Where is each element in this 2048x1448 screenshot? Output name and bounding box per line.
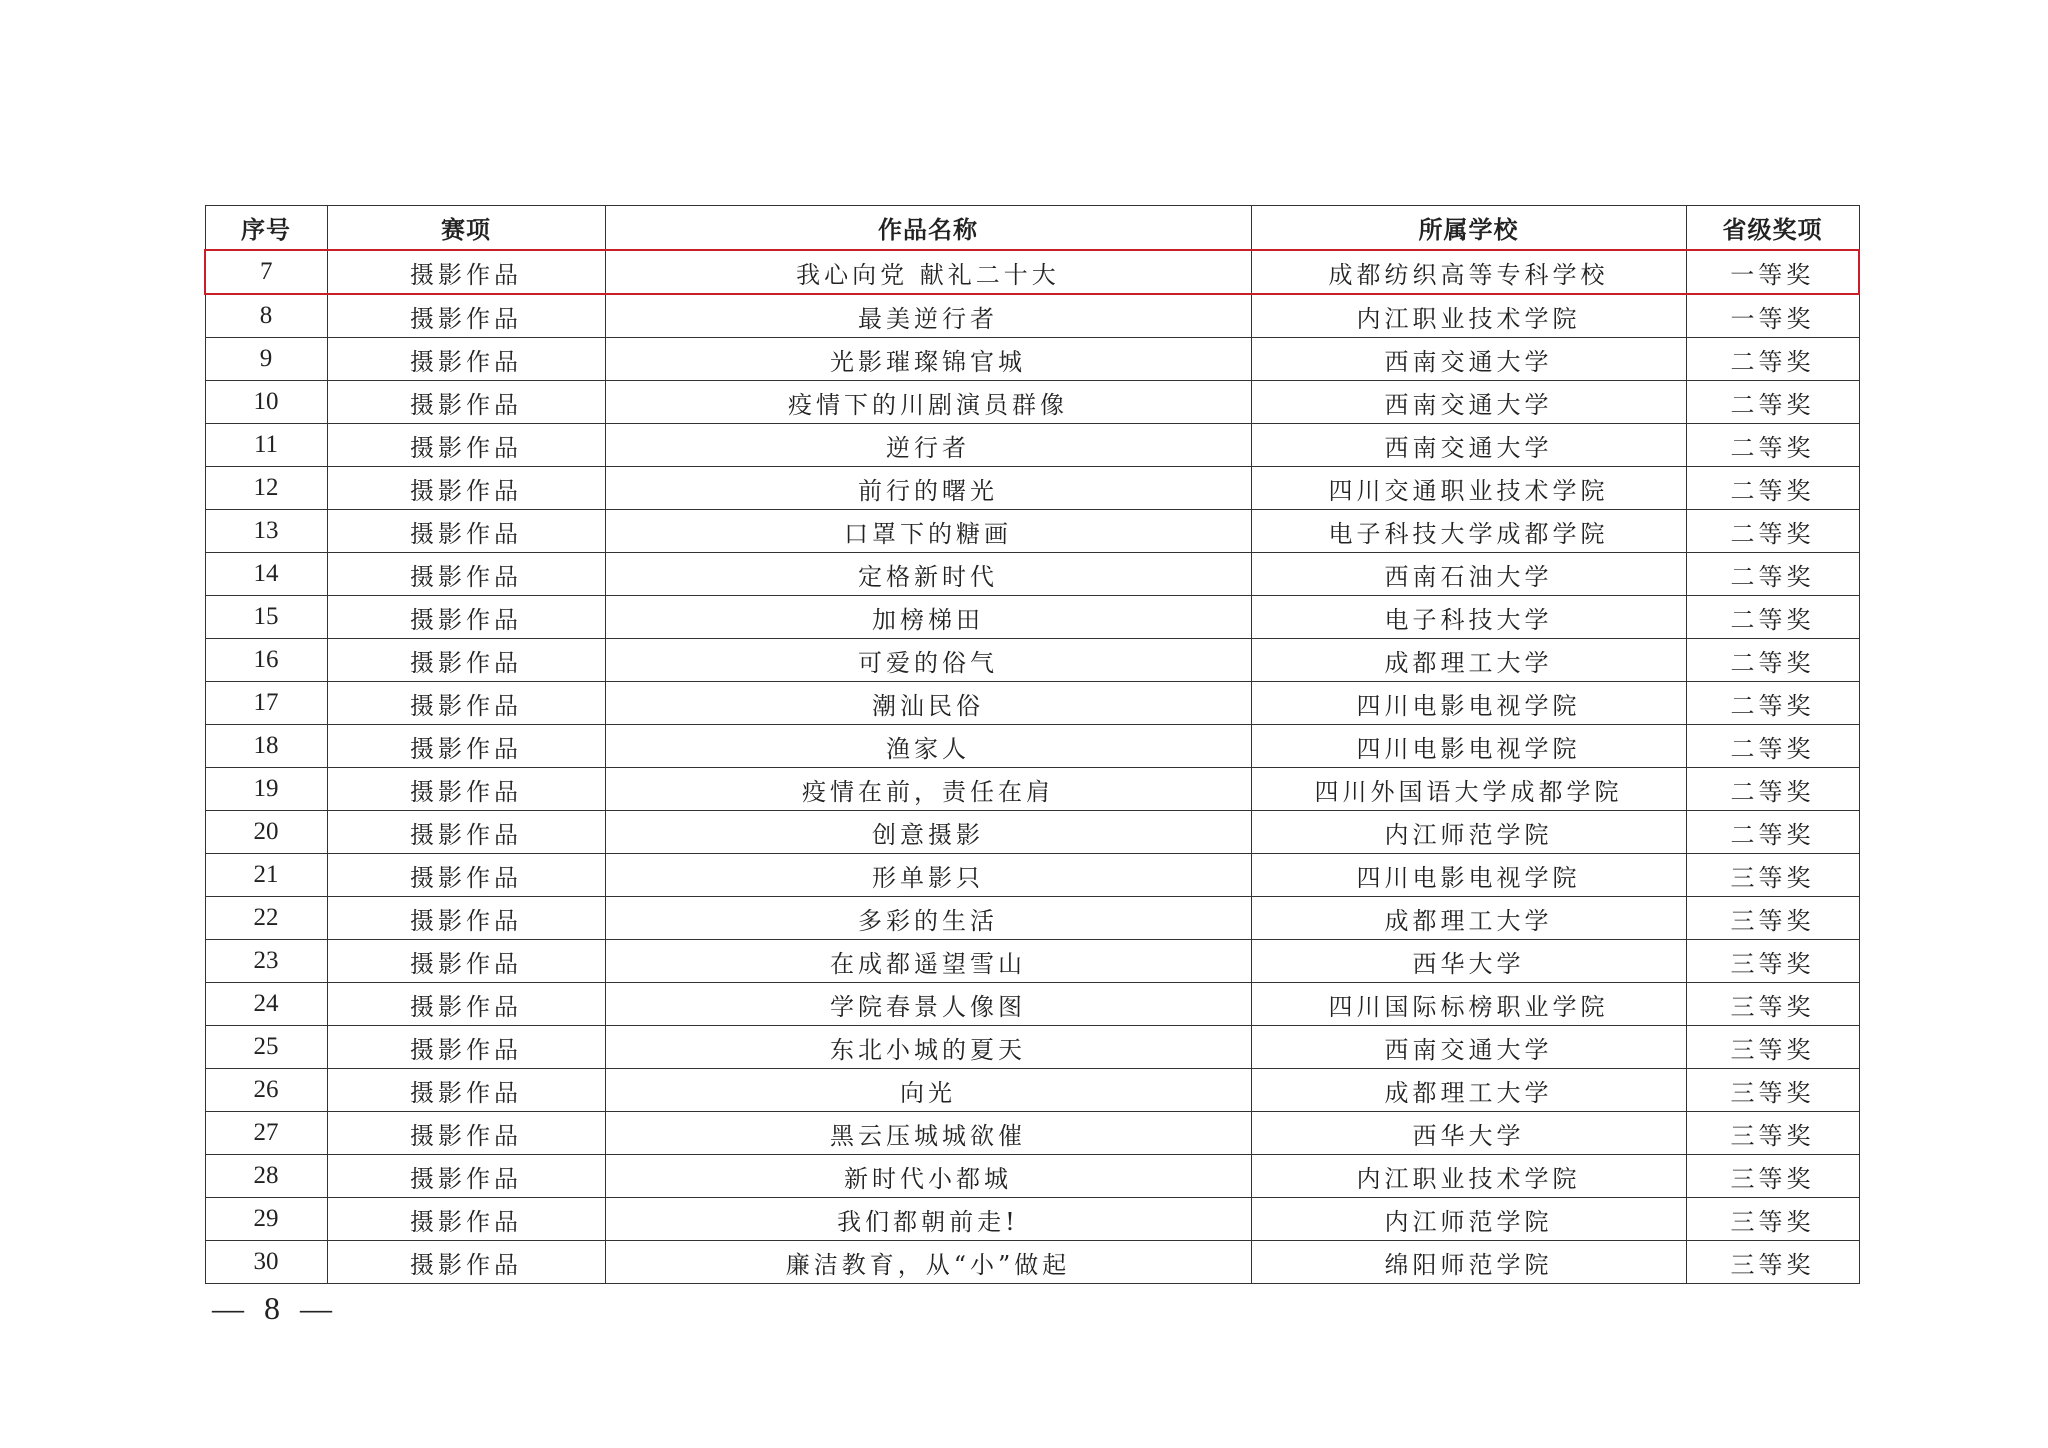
cell-school: 四川电影电视学院: [1251, 682, 1686, 725]
cell-school: 绵阳师范学院: [1251, 1241, 1686, 1284]
table-row: [205, 1069, 1859, 1112]
table-row: [205, 768, 1859, 811]
table-row: [205, 338, 1859, 381]
table-row: [205, 811, 1859, 854]
cell-no: 7: [205, 250, 327, 294]
cell-school: 四川外国语大学成都学院: [1251, 768, 1686, 811]
cell-award: 二等奖: [1686, 510, 1859, 553]
cell-award: 三等奖: [1686, 983, 1859, 1026]
cell-work-title: 口罩下的糖画: [605, 510, 1251, 553]
table-row: [205, 940, 1859, 983]
cell-work-title: 渔家人: [605, 725, 1251, 768]
cell-school: 电子科技大学成都学院: [1251, 510, 1686, 553]
awards-table: [204, 205, 1860, 1284]
cell-award: 三等奖: [1686, 940, 1859, 983]
cell-no: 20: [205, 811, 327, 854]
cell-school: 西南交通大学: [1251, 1026, 1686, 1069]
cell-event: 摄影作品: [327, 768, 605, 811]
cell-no: 22: [205, 897, 327, 940]
cell-work-title: 前行的曙光: [605, 467, 1251, 510]
cell-no: 15: [205, 596, 327, 639]
cell-school: 西南石油大学: [1251, 553, 1686, 596]
cell-event: 摄影作品: [327, 940, 605, 983]
cell-work-title: 东北小城的夏天: [605, 1026, 1251, 1069]
cell-work-title: 黑云压城城欲催: [605, 1112, 1251, 1155]
cell-work-title: 学院春景人像图: [605, 983, 1251, 1026]
table-row: [205, 510, 1859, 553]
cell-award: 二等奖: [1686, 639, 1859, 682]
table-row: [205, 1198, 1859, 1241]
cell-school: 西华大学: [1251, 940, 1686, 983]
cell-school: 内江职业技术学院: [1251, 1155, 1686, 1198]
cell-school: 成都理工大学: [1251, 1069, 1686, 1112]
cell-no: 24: [205, 983, 327, 1026]
cell-school: 内江师范学院: [1251, 811, 1686, 854]
cell-event: 摄影作品: [327, 338, 605, 381]
cell-no: 21: [205, 854, 327, 897]
cell-school: 西南交通大学: [1251, 338, 1686, 381]
cell-work-title: 最美逆行者: [605, 294, 1251, 338]
table-row: [205, 897, 1859, 940]
cell-no: 25: [205, 1026, 327, 1069]
table-body: [205, 250, 1859, 1284]
cell-work-title: 创意摄影: [605, 811, 1251, 854]
cell-event: 摄影作品: [327, 1241, 605, 1284]
header-work: 作品名称: [605, 206, 1251, 251]
cell-award: 三等奖: [1686, 1112, 1859, 1155]
table-row: [205, 553, 1859, 596]
table-row: [205, 1155, 1859, 1198]
cell-award: 三等奖: [1686, 1155, 1859, 1198]
cell-event: 摄影作品: [327, 1069, 605, 1112]
cell-event: 摄影作品: [327, 596, 605, 639]
cell-work-title: 形单影只: [605, 854, 1251, 897]
cell-award: 三等奖: [1686, 1198, 1859, 1241]
cell-event: 摄影作品: [327, 1198, 605, 1241]
cell-school: 西南交通大学: [1251, 381, 1686, 424]
cell-work-title: 光影璀璨锦官城: [605, 338, 1251, 381]
cell-event: 摄影作品: [327, 1112, 605, 1155]
cell-no: 8: [205, 294, 327, 338]
cell-award: 三等奖: [1686, 854, 1859, 897]
cell-event: 摄影作品: [327, 854, 605, 897]
table-row: [205, 1241, 1859, 1284]
cell-school: 西南交通大学: [1251, 424, 1686, 467]
cell-event: 摄影作品: [327, 553, 605, 596]
cell-award: 二等奖: [1686, 381, 1859, 424]
cell-work-title: 可爱的俗气: [605, 639, 1251, 682]
cell-event: 摄影作品: [327, 725, 605, 768]
cell-no: 23: [205, 940, 327, 983]
header-school: 所属学校: [1251, 206, 1686, 251]
table-row: [205, 983, 1859, 1026]
cell-no: 11: [205, 424, 327, 467]
cell-school: 成都纺织高等专科学校: [1251, 250, 1686, 294]
cell-event: 摄影作品: [327, 682, 605, 725]
cell-work-title: 廉洁教育，从“小”做起: [605, 1241, 1251, 1284]
cell-no: 10: [205, 381, 327, 424]
cell-event: 摄影作品: [327, 250, 605, 294]
cell-award: 二等奖: [1686, 682, 1859, 725]
cell-school: 成都理工大学: [1251, 639, 1686, 682]
cell-award: 二等奖: [1686, 596, 1859, 639]
cell-award: 一等奖: [1686, 294, 1859, 338]
header-event: 赛项: [327, 206, 605, 251]
cell-work-title: 潮汕民俗: [605, 682, 1251, 725]
table-row: [205, 424, 1859, 467]
cell-work-title: 定格新时代: [605, 553, 1251, 596]
cell-school: 成都理工大学: [1251, 897, 1686, 940]
cell-work-title: 新时代小都城: [605, 1155, 1251, 1198]
cell-work-title: 我们都朝前走!: [605, 1198, 1251, 1241]
cell-event: 摄影作品: [327, 1155, 605, 1198]
table-row: [205, 294, 1859, 338]
cell-no: 9: [205, 338, 327, 381]
cell-work-title: 加榜梯田: [605, 596, 1251, 639]
table-row: [205, 1026, 1859, 1069]
cell-school: 电子科技大学: [1251, 596, 1686, 639]
cell-no: 28: [205, 1155, 327, 1198]
cell-event: 摄影作品: [327, 381, 605, 424]
cell-no: 19: [205, 768, 327, 811]
cell-award: 二等奖: [1686, 811, 1859, 854]
cell-no: 17: [205, 682, 327, 725]
cell-award: 二等奖: [1686, 338, 1859, 381]
cell-work-title: 疫情在前，责任在肩: [605, 768, 1251, 811]
page-number: — 8 —: [212, 1290, 338, 1326]
cell-award: 三等奖: [1686, 897, 1859, 940]
cell-event: 摄影作品: [327, 1026, 605, 1069]
table-header-row: [205, 206, 1859, 251]
table-row: [205, 1112, 1859, 1155]
cell-no: 12: [205, 467, 327, 510]
header-award: 省级奖项: [1686, 206, 1859, 251]
cell-event: 摄影作品: [327, 639, 605, 682]
table-row-highlighted: [205, 250, 1859, 294]
cell-award: 二等奖: [1686, 768, 1859, 811]
cell-school: 西华大学: [1251, 1112, 1686, 1155]
table-row: [205, 725, 1859, 768]
cell-event: 摄影作品: [327, 294, 605, 338]
cell-no: 18: [205, 725, 327, 768]
table-row: [205, 596, 1859, 639]
cell-school: 四川电影电视学院: [1251, 854, 1686, 897]
cell-award: 三等奖: [1686, 1241, 1859, 1284]
header-no: 序号: [205, 206, 327, 251]
cell-award: 二等奖: [1686, 553, 1859, 596]
cell-school: 四川国际标榜职业学院: [1251, 983, 1686, 1026]
cell-no: 14: [205, 553, 327, 596]
cell-school: 四川交通职业技术学院: [1251, 467, 1686, 510]
cell-no: 16: [205, 639, 327, 682]
cell-no: 27: [205, 1112, 327, 1155]
cell-event: 摄影作品: [327, 424, 605, 467]
table-row: [205, 639, 1859, 682]
cell-event: 摄影作品: [327, 983, 605, 1026]
cell-no: 30: [205, 1241, 327, 1284]
cell-work-title: 我心向党 献礼二十大: [605, 250, 1251, 294]
cell-school: 四川电影电视学院: [1251, 725, 1686, 768]
cell-award: 二等奖: [1686, 725, 1859, 768]
cell-event: 摄影作品: [327, 510, 605, 553]
cell-work-title: 在成都遥望雪山: [605, 940, 1251, 983]
cell-no: 26: [205, 1069, 327, 1112]
cell-award: 三等奖: [1686, 1069, 1859, 1112]
table-row: [205, 682, 1859, 725]
cell-award: 二等奖: [1686, 467, 1859, 510]
table-row: [205, 381, 1859, 424]
cell-award: 三等奖: [1686, 1026, 1859, 1069]
cell-no: 29: [205, 1198, 327, 1241]
cell-event: 摄影作品: [327, 811, 605, 854]
table-row: [205, 467, 1859, 510]
cell-work-title: 多彩的生活: [605, 897, 1251, 940]
cell-school: 内江职业技术学院: [1251, 294, 1686, 338]
cell-work-title: 疫情下的川剧演员群像: [605, 381, 1251, 424]
cell-work-title: 逆行者: [605, 424, 1251, 467]
cell-work-title: 向光: [605, 1069, 1251, 1112]
cell-event: 摄影作品: [327, 897, 605, 940]
cell-award: 一等奖: [1686, 250, 1859, 294]
cell-no: 13: [205, 510, 327, 553]
cell-award: 二等奖: [1686, 424, 1859, 467]
cell-school: 内江师范学院: [1251, 1198, 1686, 1241]
table-row: [205, 854, 1859, 897]
cell-event: 摄影作品: [327, 467, 605, 510]
